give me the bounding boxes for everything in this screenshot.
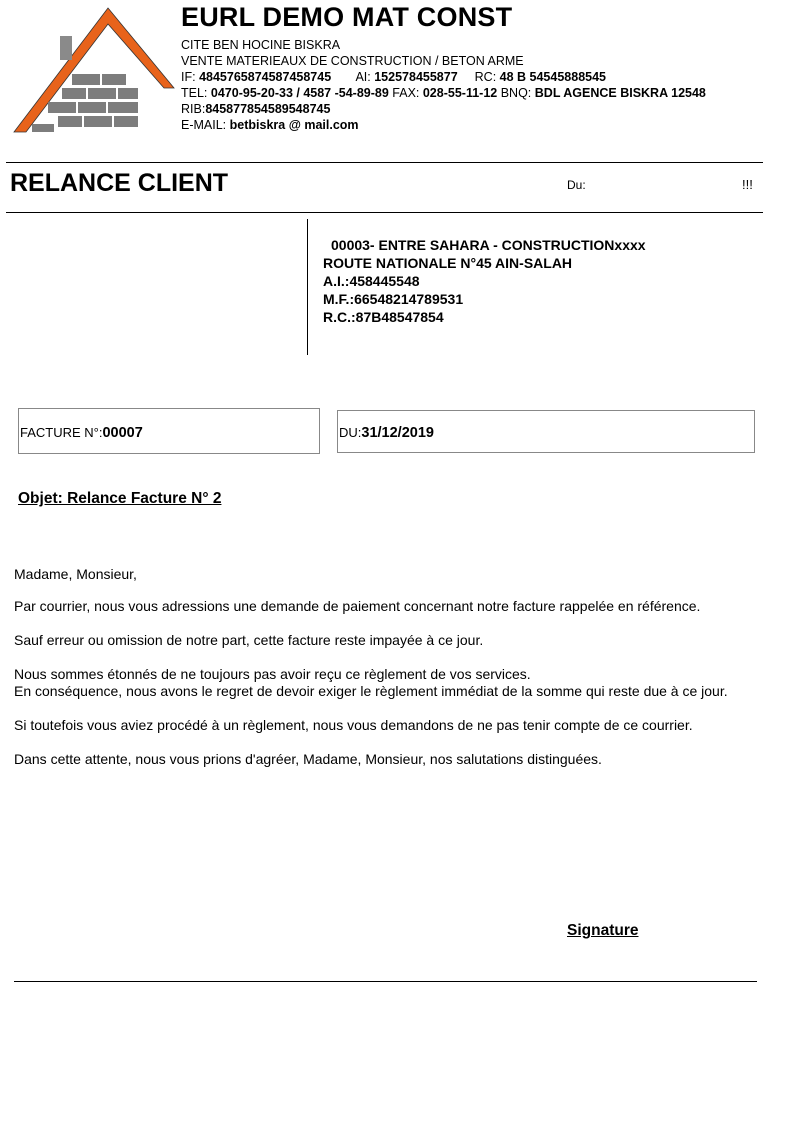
client-name: 00003- ENTRE SAHARA - CONSTRUCTIONxxxx	[331, 237, 646, 253]
du-label: Du:	[567, 178, 586, 192]
invoice-date-label: DU:	[339, 425, 362, 440]
signature-label: Signature	[567, 922, 639, 939]
ai-value: 152578455877	[374, 70, 458, 84]
client-mf: M.F.:66548214789531	[323, 291, 464, 307]
invoice-number-label: FACTURE N°:	[20, 425, 103, 440]
letter-paragraph-1: Par courrier, nous vous adressions une demande de paiement concernant notre facture rappelée en référence.	[14, 598, 701, 614]
tel-value: 0470-95-20-33 / 4587 -54-89-89	[210, 86, 389, 100]
letter-subject: Objet: Relance Facture N° 2	[18, 490, 222, 507]
letter-paragraph-2: Sauf erreur ou omission de notre part, cette facture reste impayée à ce jour.	[14, 632, 484, 648]
bnq-label: BNQ:	[500, 86, 532, 100]
ai-label: AI:	[355, 70, 371, 84]
bnq-value: BDL AGENCE BISKRA 12548	[534, 86, 706, 100]
if-value: 4845765874587458745	[199, 70, 332, 84]
invoice-number-value: 00007	[102, 425, 143, 441]
invoice-date-value: 31/12/2019	[361, 425, 434, 441]
company-rib	[181, 101, 330, 117]
letter-paragraph-3a: Nous sommes étonnés de ne toujours pas avoir reçu ce règlement de vos services.	[14, 666, 531, 682]
chimney-icon	[60, 36, 72, 60]
header-divider-bottom	[6, 212, 763, 213]
client-ai: A.I.:458445548	[323, 273, 420, 289]
company-ids	[181, 69, 606, 85]
document-title: RELANCE CLIENT	[10, 169, 229, 197]
letter-paragraph-4: Dans cette attente, nous vous prions d'agréer, Madame, Monsieur, nos salutations distinguées.	[14, 751, 602, 767]
client-separator	[307, 219, 308, 355]
company-address: CITE BEN HOCINE BISKRA	[181, 38, 341, 52]
rc-label: RC:	[474, 70, 497, 84]
client-rc: R.C.:87B48547854	[323, 309, 444, 325]
header-divider-top	[6, 162, 763, 163]
letter-paragraph-3b: En conséquence, nous avons le regret de devoir exiger le règlement immédiat de la somme qui reste due à ce jour.	[14, 683, 728, 699]
rib-label: RIB:	[181, 102, 206, 116]
if-label: IF:	[181, 70, 196, 84]
client-address: ROUTE NATIONALE N°45 AIN-SALAH	[323, 255, 573, 271]
house-roof-icon	[14, 8, 174, 132]
company-name: EURL DEMO MAT CONST	[181, 2, 513, 32]
fax-value: 028-55-11-12	[422, 86, 498, 100]
company-email	[181, 117, 359, 133]
tel-label: TEL:	[181, 86, 208, 100]
invoice-date-box	[337, 410, 755, 453]
letter-greeting: Madame, Monsieur,	[14, 566, 137, 582]
du-value: !!!	[742, 177, 753, 192]
company-logo	[12, 4, 176, 138]
company-contact	[181, 85, 706, 101]
rc-value: 48 B 54545888545	[499, 70, 607, 84]
invoice-number-box	[18, 408, 320, 454]
email-label: E-MAIL:	[181, 118, 227, 132]
email-value: betbiskra @ mail.com	[229, 118, 359, 132]
fax-label: FAX:	[392, 86, 420, 100]
footer-divider	[14, 981, 757, 982]
rib-value: 845877854589548745	[205, 102, 331, 116]
company-activity: VENTE MATERIEAUX DE CONSTRUCTION / BETON ARME	[181, 54, 524, 68]
letter-paragraph-3c: Si toutefois vous aviez procédé à un règlement, nous vous demandons de ne pas tenir compte de ce courrier.	[14, 717, 693, 733]
